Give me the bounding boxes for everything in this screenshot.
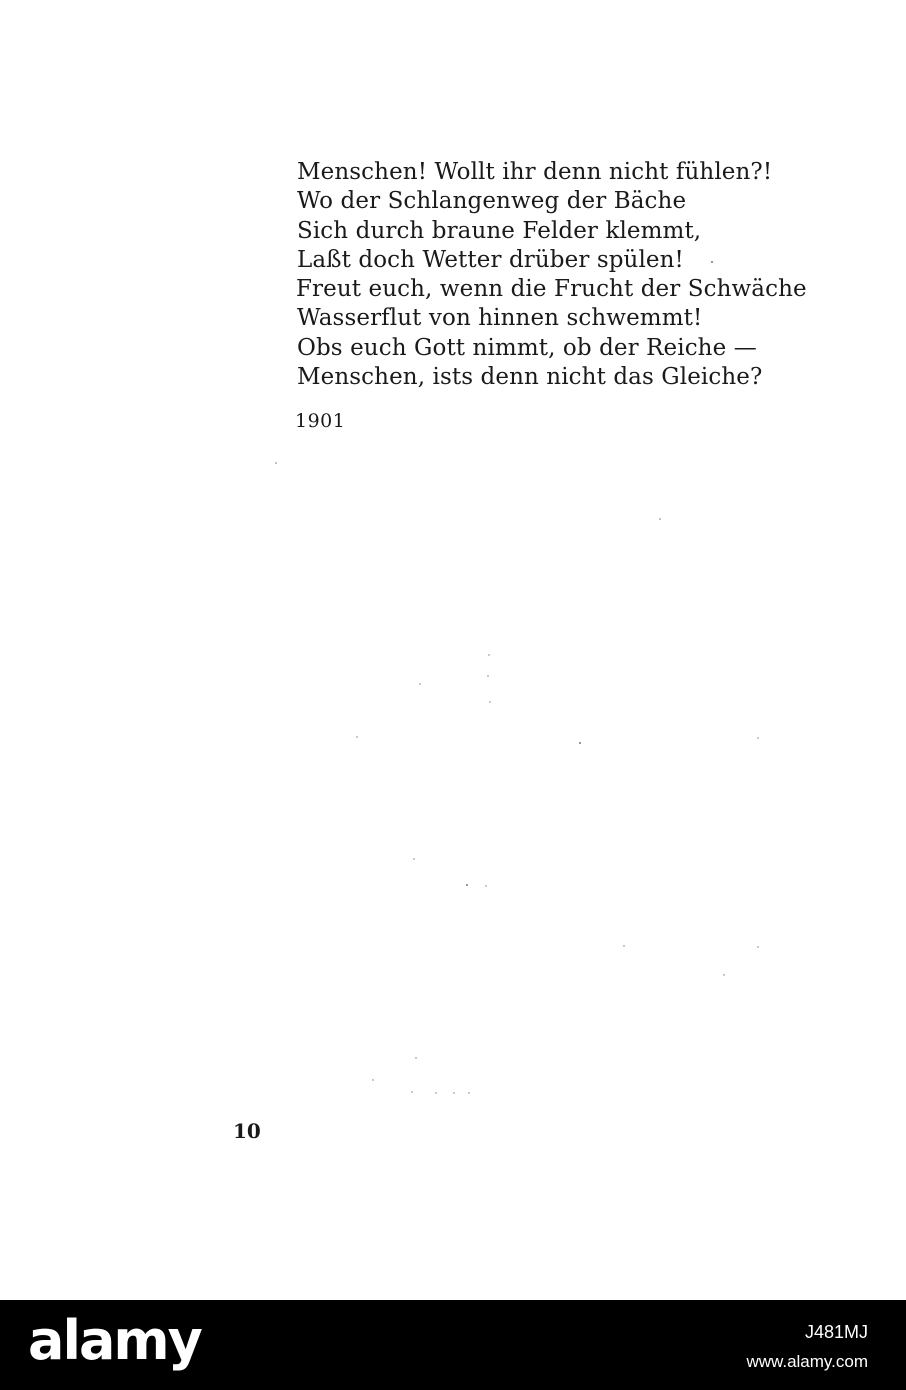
- footer-url: www.alamy.com: [746, 1352, 868, 1371]
- poem-year: 1901: [295, 410, 346, 432]
- page-number: 10: [233, 1119, 261, 1143]
- image-id: J481MJ: [804, 1322, 868, 1342]
- poem-line: Menschen! Wollt ihr denn nicht fühlen?!: [297, 159, 773, 185]
- poem-line: Sich durch braune Felder klemmt,: [297, 217, 702, 244]
- poem-line: Obs euch Gott nimmt, ob der Reiche —: [297, 334, 757, 361]
- poem-line: Wo der Schlangenweg der Bäche: [297, 188, 687, 215]
- watermark-footer: [0, 1300, 906, 1390]
- poem-line: Wasserflut von hinnen schwemmt!: [297, 305, 703, 332]
- poem-line: Laßt doch Wetter drüber spülen!: [297, 246, 684, 273]
- poem-line: Menschen, ists denn nicht das Gleiche?: [297, 364, 763, 391]
- poem-line: Freut euch, wenn die Frucht der Schwäche: [296, 276, 807, 303]
- alamy-logo: alamy: [28, 1309, 201, 1372]
